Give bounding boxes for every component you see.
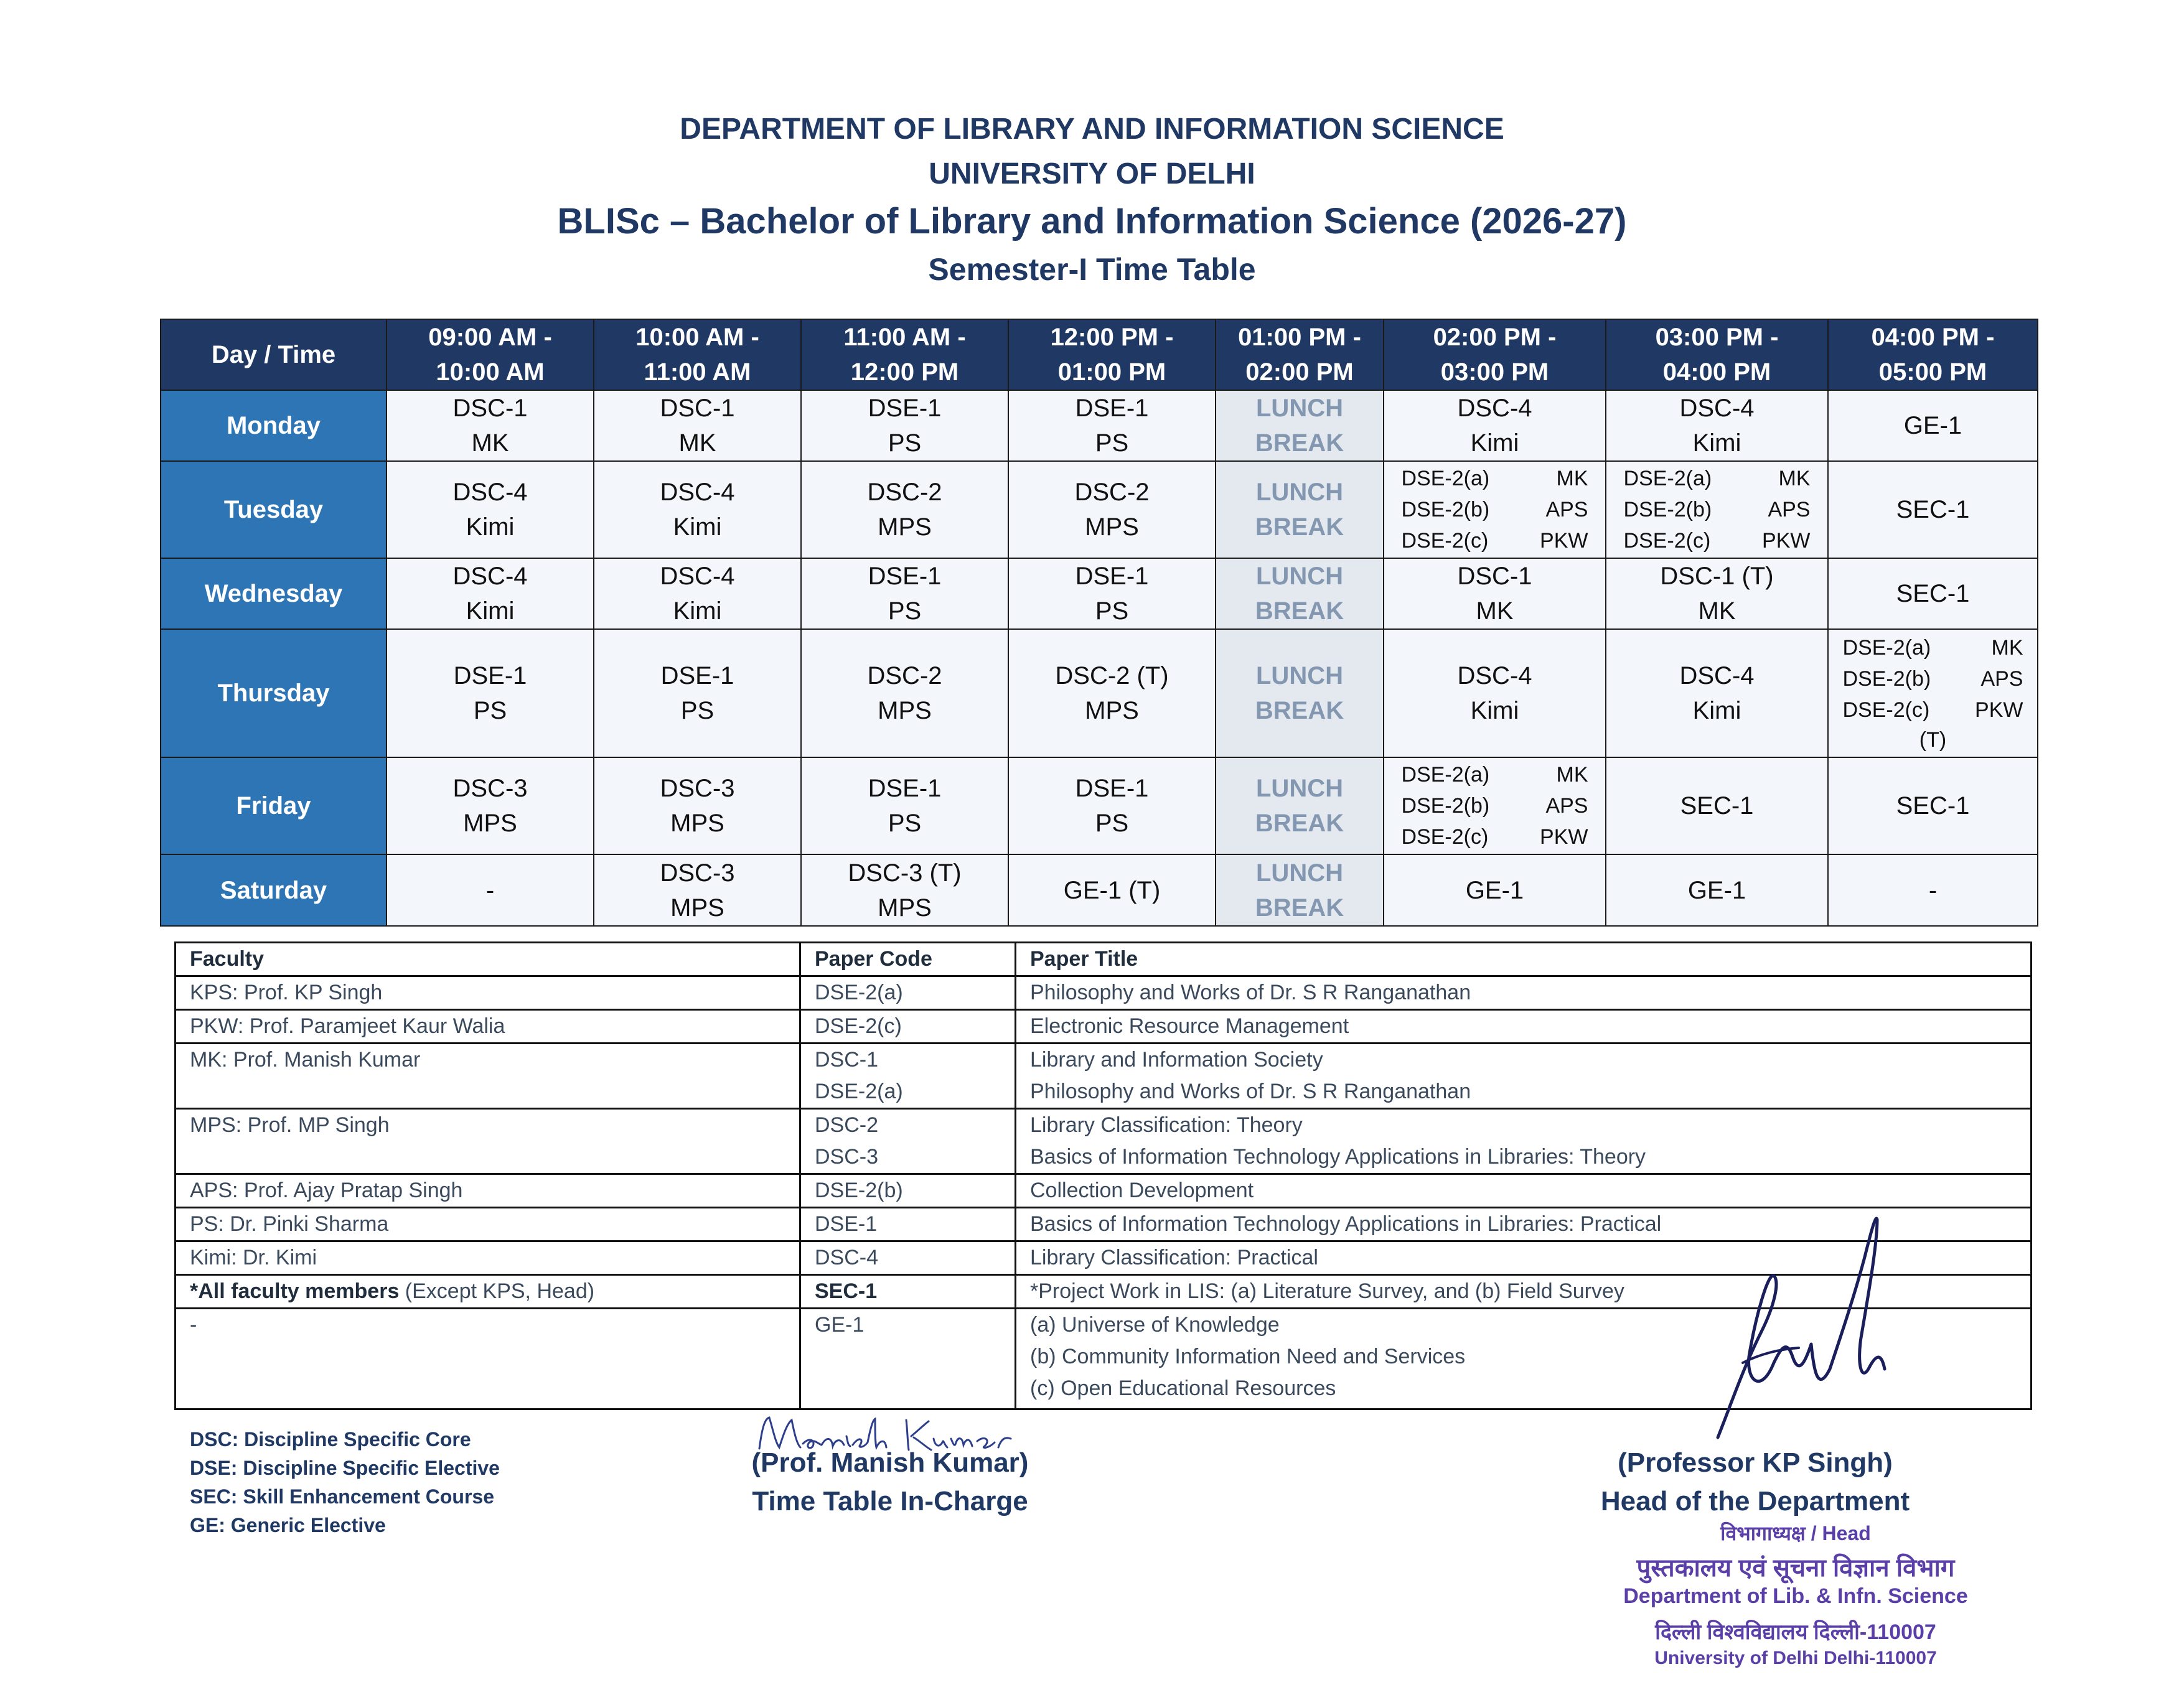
department-stamp bbox=[1575, 1520, 2017, 1681]
class-cell: SEC-1 bbox=[1828, 461, 2038, 558]
paper-code: DSE-1 bbox=[800, 1208, 1016, 1241]
class-cell: DSC-2 MPS bbox=[801, 461, 1008, 558]
paper-code: DSC-2 DSC-3 bbox=[800, 1109, 1016, 1174]
class-cell: DSC-1 MK bbox=[1384, 558, 1606, 629]
class-cell: DSE-1 PS bbox=[801, 558, 1008, 629]
timetable-row-friday bbox=[161, 757, 2038, 854]
paper-title-header: Paper Title bbox=[1016, 943, 2032, 976]
university-title: UNIVERSITY OF DELHI bbox=[929, 157, 1255, 190]
slot-header: 09:00 AM - 10:00 AM bbox=[387, 319, 594, 390]
head-of-department-block bbox=[1550, 1444, 1961, 1521]
class-cell: DSC-4 Kimi bbox=[594, 461, 801, 558]
class-cell: DSE-1 PS bbox=[387, 629, 594, 757]
class-cell: DSC-4 Kimi bbox=[1384, 390, 1606, 461]
legend-item: GE: Generic Elective bbox=[190, 1514, 386, 1536]
faculty-name: MK: Prof. Manish Kumar bbox=[176, 1044, 800, 1109]
paper-title: Library Classification: Practical bbox=[1016, 1241, 2032, 1275]
faculty-row bbox=[176, 1010, 2032, 1044]
faculty-name: - bbox=[176, 1309, 800, 1409]
class-cell: GE-1 (T) bbox=[1008, 854, 1216, 926]
paper-title: Library Classification: Theory Basics of Information Technology Applications in Libraries: Theory bbox=[1016, 1109, 2032, 1174]
department-title: DEPARTMENT OF LIBRARY AND INFORMATION SCIENCE bbox=[680, 113, 1504, 146]
stamp-line: विभागाध्यक्ष / Head bbox=[1720, 1522, 1871, 1544]
faculty-name: MPS: Prof. MP Singh bbox=[176, 1109, 800, 1174]
abbreviation-legend bbox=[190, 1425, 500, 1539]
day-label: Tuesday bbox=[161, 461, 387, 558]
stamp-line: दिल्ली विश्वविद्यालय दिल्ली-110007 bbox=[1655, 1620, 1936, 1644]
paper-code: DSC-1 DSE-2(a) bbox=[800, 1044, 1016, 1109]
lunch-break-cell: LUNCH BREAK bbox=[1216, 558, 1384, 629]
class-cell: DSC-3 MPS bbox=[594, 757, 801, 854]
legend-item: SEC: Skill Enhancement Course bbox=[190, 1485, 495, 1508]
faculty-name: PKW: Prof. Paramjeet Kaur Walia bbox=[176, 1010, 800, 1044]
timetable bbox=[160, 319, 2038, 927]
lunch-break-cell: LUNCH BREAK bbox=[1216, 854, 1384, 926]
class-cell: SEC-1 bbox=[1828, 757, 2038, 854]
faculty-name: PS: Dr. Pinki Sharma bbox=[176, 1208, 800, 1241]
timetable-title: Semester-I Time Table bbox=[928, 252, 1256, 287]
slot-header: 11:00 AM - 12:00 PM bbox=[801, 319, 1008, 390]
faculty-name: KPS: Prof. KP Singh bbox=[176, 976, 800, 1010]
faculty-name: *All faculty members (Except KPS, Head) bbox=[176, 1275, 800, 1309]
paper-code: DSE-2(b) bbox=[800, 1174, 1016, 1208]
class-cell: DSC-1 MK bbox=[594, 390, 801, 461]
lunch-break-cell: LUNCH BREAK bbox=[1216, 757, 1384, 854]
class-cell: DSC-4 Kimi bbox=[594, 558, 801, 629]
slot-header: 01:00 PM - 02:00 PM bbox=[1216, 319, 1384, 390]
incharge-role: Time Table In-Charge bbox=[752, 1486, 1028, 1516]
programme-title: BLISc – Bachelor of Library and Information Science (2026-27) bbox=[557, 201, 1627, 241]
class-cell: DSE-1 PS bbox=[594, 629, 801, 757]
slot-header: 10:00 AM - 11:00 AM bbox=[594, 319, 801, 390]
timetable-row-saturday bbox=[161, 854, 2038, 926]
day-time-header: Day / Time bbox=[161, 319, 387, 390]
paper-code-header: Paper Code bbox=[800, 943, 1016, 976]
class-cell: SEC-1 bbox=[1606, 757, 1828, 854]
lunch-break-cell: LUNCH BREAK bbox=[1216, 390, 1384, 461]
paper-code: DSE-2(c) bbox=[800, 1010, 1016, 1044]
faculty-name: APS: Prof. Ajay Pratap Singh bbox=[176, 1174, 800, 1208]
elective-cell: DSE-2(a) MK DSE-2(b) APS DSE-2(c) PKW bbox=[1384, 461, 1606, 558]
slot-header: 04:00 PM - 05:00 PM bbox=[1828, 319, 2038, 390]
paper-code: DSE-2(a) bbox=[800, 976, 1016, 1010]
class-cell: DSE-1 PS bbox=[801, 757, 1008, 854]
class-cell: DSC-4 Kimi bbox=[1606, 629, 1828, 757]
legend-item: DSE: Discipline Specific Elective bbox=[190, 1457, 500, 1479]
paper-title: Collection Development bbox=[1016, 1174, 2032, 1208]
class-cell: SEC-1 bbox=[1828, 558, 2038, 629]
class-cell: DSC-2 (T) MPS bbox=[1008, 629, 1216, 757]
class-cell: DSE-1 PS bbox=[1008, 558, 1216, 629]
head-name: (Professor KP Singh) bbox=[1618, 1447, 1893, 1478]
day-label: Friday bbox=[161, 757, 387, 854]
timetable-row-wednesday bbox=[161, 558, 2038, 629]
slot-header: 03:00 PM - 04:00 PM bbox=[1606, 319, 1828, 390]
slot-header: 12:00 PM - 01:00 PM bbox=[1008, 319, 1216, 390]
faculty-name: Kimi: Dr. Kimi bbox=[176, 1241, 800, 1275]
stamp-line: पुस्तकालय एवं सूचना विज्ञान विभाग bbox=[1636, 1554, 1955, 1582]
timetable-header-row bbox=[161, 319, 2038, 390]
stamp-line: University of Delhi Delhi-110007 bbox=[1654, 1648, 1937, 1668]
lunch-break-cell: LUNCH BREAK bbox=[1216, 629, 1384, 757]
class-cell: GE-1 bbox=[1828, 390, 2038, 461]
class-cell: - bbox=[1828, 854, 2038, 926]
paper-title: Library and Information Society Philosophy and Works of Dr. S R Ranganathan bbox=[1016, 1044, 2032, 1109]
paper-code: SEC-1 bbox=[800, 1275, 1016, 1309]
class-cell: DSC-1 MK bbox=[387, 390, 594, 461]
paper-code: DSC-4 bbox=[800, 1241, 1016, 1275]
class-cell: DSC-4 Kimi bbox=[387, 461, 594, 558]
timetable-row-thursday bbox=[161, 629, 2038, 757]
class-cell: DSC-2 MPS bbox=[1008, 461, 1216, 558]
class-cell: DSC-4 Kimi bbox=[1606, 390, 1828, 461]
elective-cell: DSE-2(a) MK DSE-2(b) APS DSE-2(c) PKW bbox=[1606, 461, 1828, 558]
faculty-row bbox=[176, 1109, 2032, 1174]
class-cell: DSE-1 PS bbox=[1008, 757, 1216, 854]
class-cell: DSC-4 Kimi bbox=[1384, 629, 1606, 757]
class-cell: DSE-1 PS bbox=[801, 390, 1008, 461]
faculty-row bbox=[176, 1174, 2032, 1208]
class-cell: GE-1 bbox=[1606, 854, 1828, 926]
class-cell: GE-1 bbox=[1384, 854, 1606, 926]
elective-cell: DSE-2(a) MK DSE-2(b) APS DSE-2(c) PKW bbox=[1384, 757, 1606, 854]
day-label: Wednesday bbox=[161, 558, 387, 629]
class-cell: - bbox=[387, 854, 594, 926]
paper-title: (a) Universe of Knowledge (b) Community Information Need and Services (c) Open Educational Resources bbox=[1016, 1309, 2032, 1409]
head-signature bbox=[1705, 1207, 1917, 1450]
timetable-row-monday bbox=[161, 390, 2038, 461]
faculty-row bbox=[176, 1044, 2032, 1109]
lunch-break-cell: LUNCH BREAK bbox=[1216, 461, 1384, 558]
faculty-row bbox=[176, 976, 2032, 1010]
incharge-name: (Prof. Manish Kumar) bbox=[751, 1447, 1029, 1478]
day-label: Saturday bbox=[161, 854, 387, 926]
timetable-row-tuesday bbox=[161, 461, 2038, 558]
day-label: Thursday bbox=[161, 629, 387, 757]
paper-title: *Project Work in LIS: (a) Literature Survey, and (b) Field Survey bbox=[1016, 1275, 2032, 1309]
slot-header: 02:00 PM - 03:00 PM bbox=[1384, 319, 1606, 390]
class-cell: DSE-1 PS bbox=[1008, 390, 1216, 461]
class-cell: DSC-4 Kimi bbox=[387, 558, 594, 629]
class-cell: DSC-3 (T) MPS bbox=[801, 854, 1008, 926]
paper-code: GE-1 bbox=[800, 1309, 1016, 1409]
faculty-header: Faculty bbox=[176, 943, 800, 976]
class-cell: DSC-3 MPS bbox=[594, 854, 801, 926]
class-cell: DSC-2 MPS bbox=[801, 629, 1008, 757]
head-role: Head of the Department bbox=[1600, 1486, 1910, 1516]
class-cell: DSC-3 MPS bbox=[387, 757, 594, 854]
paper-title: Electronic Resource Management bbox=[1016, 1010, 2032, 1044]
paper-title: Basics of Information Technology Applications in Libraries: Practical bbox=[1016, 1208, 2032, 1241]
class-cell: DSC-1 (T) MK bbox=[1606, 558, 1828, 629]
stamp-line: Department of Lib. & Infn. Science bbox=[1623, 1584, 1968, 1608]
faculty-table-header bbox=[176, 943, 2032, 976]
timetable-incharge-block bbox=[716, 1444, 1064, 1521]
day-label: Monday bbox=[161, 390, 387, 461]
tutorial-mark: (T) bbox=[1919, 728, 1947, 752]
legend-item: DSC: Discipline Specific Core bbox=[190, 1428, 471, 1451]
elective-cell: DSE-2(a) MK DSE-2(b) APS DSE-2(c) PKW (T) bbox=[1828, 629, 2038, 757]
paper-title: Philosophy and Works of Dr. S R Ranganathan bbox=[1016, 976, 2032, 1010]
